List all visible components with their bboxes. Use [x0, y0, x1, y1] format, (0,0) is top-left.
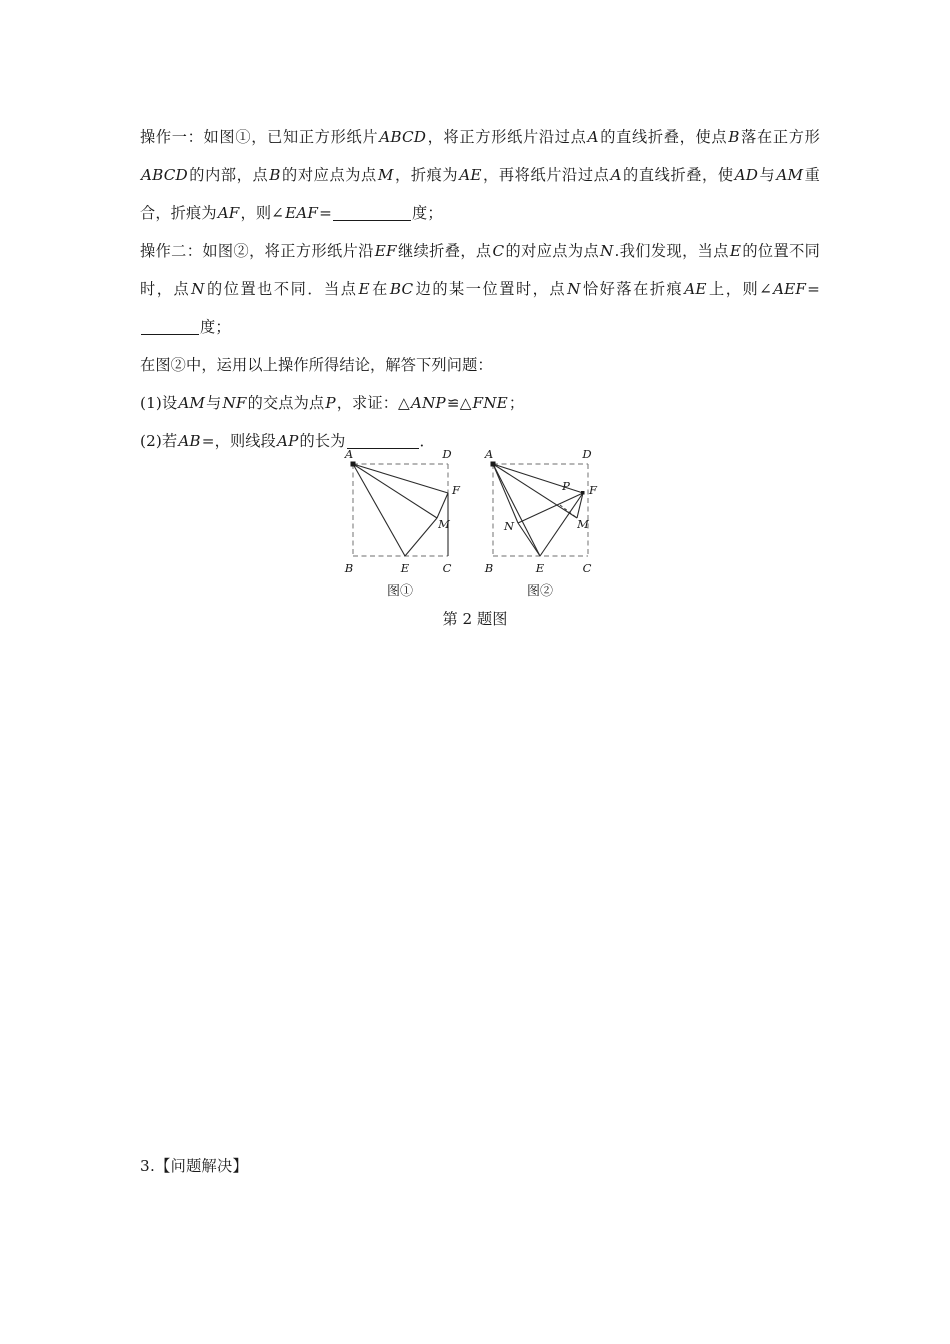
math-variable: BC: [389, 280, 414, 298]
section-heading-problem-solving: 3.【问题解决】: [140, 1157, 249, 1175]
math-variable: E: [358, 280, 370, 298]
fig2-segment-NE: [518, 523, 540, 556]
fig2-vertex-marker-F: [581, 491, 585, 495]
math-variable: N: [600, 242, 614, 260]
math-variable: B: [269, 166, 281, 184]
figure-caption-main: 第 2 题图: [442, 610, 508, 628]
fig1-segment-AM: [353, 464, 437, 518]
math-variable: ANP: [410, 394, 446, 412]
fig2-caption: 图②: [526, 584, 554, 599]
fig2-segment-AN: [493, 464, 518, 523]
math-variable: EAF: [285, 204, 319, 222]
fig2-label-C: C: [582, 561, 592, 575]
math-variable: AM: [776, 166, 804, 184]
fig2-label-N: N: [503, 519, 515, 533]
fig1-label-B: B: [344, 561, 354, 575]
math-variable: AM: [178, 394, 206, 412]
fig1-label-D: D: [442, 447, 452, 461]
math-variable: FNE: [472, 394, 508, 412]
fig1-label-C: C: [442, 561, 452, 575]
fig2-label-M: M: [577, 517, 589, 531]
paragraph-operation-one: 操作一：如图①，已知正方形纸片ABCD，将正方形纸片沿过点A的直线折叠，使点B落在正方形ABCD的内部，点B的对应点为点M，折痕为AE，再将纸片沿过点A的直线折叠，使AD与AM重合，折痕为AF，则∠EAF= 度；: [140, 128, 821, 222]
fig1-segment-MF: [437, 493, 448, 518]
math-variable: B: [728, 128, 740, 146]
math-variable: E: [729, 242, 742, 260]
fig2-segment-PM-dashed: [560, 505, 577, 518]
problem-text-block: [140, 118, 820, 460]
fig1-label-E: E: [400, 561, 410, 575]
math-variable: N: [191, 280, 205, 298]
fig1-label-M: M: [438, 517, 450, 531]
answer-blank[interactable]: [333, 220, 411, 221]
paragraph-instruction: 在图②中，运用以上操作所得结论，解答下列问题：: [140, 356, 493, 374]
math-variable: NF: [222, 394, 247, 412]
math-variable: M: [377, 166, 394, 184]
math-variable: P: [325, 394, 336, 412]
fig2-label-P: P: [562, 479, 570, 493]
math-variable: AP: [276, 432, 299, 450]
math-variable: ABCD: [379, 128, 427, 146]
math-variable: AEF: [773, 280, 807, 298]
paragraph-operation-two: 操作二：如图②，将正方形纸片沿EF继续折叠，点C的对应点为点N.我们发现，当点E的位置不同时，点N的位置也不同．当点E在BC边的某一位置时，点N恰好落在折痕AE上，则∠AEF=度；: [140, 242, 821, 336]
fig2-label-D: D: [582, 447, 592, 461]
math-variable: AE: [459, 166, 482, 184]
fig2-segment-AE: [493, 464, 540, 556]
answer-blank[interactable]: [141, 334, 199, 335]
fig1-segment-EM: [405, 518, 437, 556]
fig2-label-F: F: [589, 483, 597, 497]
math-variable: EF: [374, 242, 397, 260]
math-variable: A: [587, 128, 599, 146]
fig2-label-A: A: [484, 447, 494, 461]
math-variable: ABCD: [141, 166, 188, 184]
math-variable: C: [492, 242, 505, 260]
figure-2: [484, 447, 598, 599]
fig2-vertex-marker-A: [491, 462, 496, 467]
math-variable: A: [610, 166, 622, 184]
fig1-caption: 图①: [386, 584, 414, 599]
fig1-vertex-marker-A: [351, 462, 356, 467]
math-variable: AB: [178, 432, 201, 450]
math-variable: N: [567, 280, 581, 298]
math-variable: AD: [734, 166, 759, 184]
math-variable: AF: [217, 204, 240, 222]
paragraph-question-1: (1)设AM与NF的交点为点P，求证：△ANP≌△FNE；: [140, 394, 525, 412]
fig1-label-A: A: [344, 447, 354, 461]
fig1-label-F: F: [452, 483, 460, 497]
math-variable: AE: [684, 280, 707, 298]
fig2-label-B: B: [484, 561, 494, 575]
paragraph-question-2: (2)若AB=，则线段AP的长为 ．: [140, 432, 435, 450]
figure-1: [344, 447, 461, 599]
fig2-label-E: E: [535, 561, 545, 575]
